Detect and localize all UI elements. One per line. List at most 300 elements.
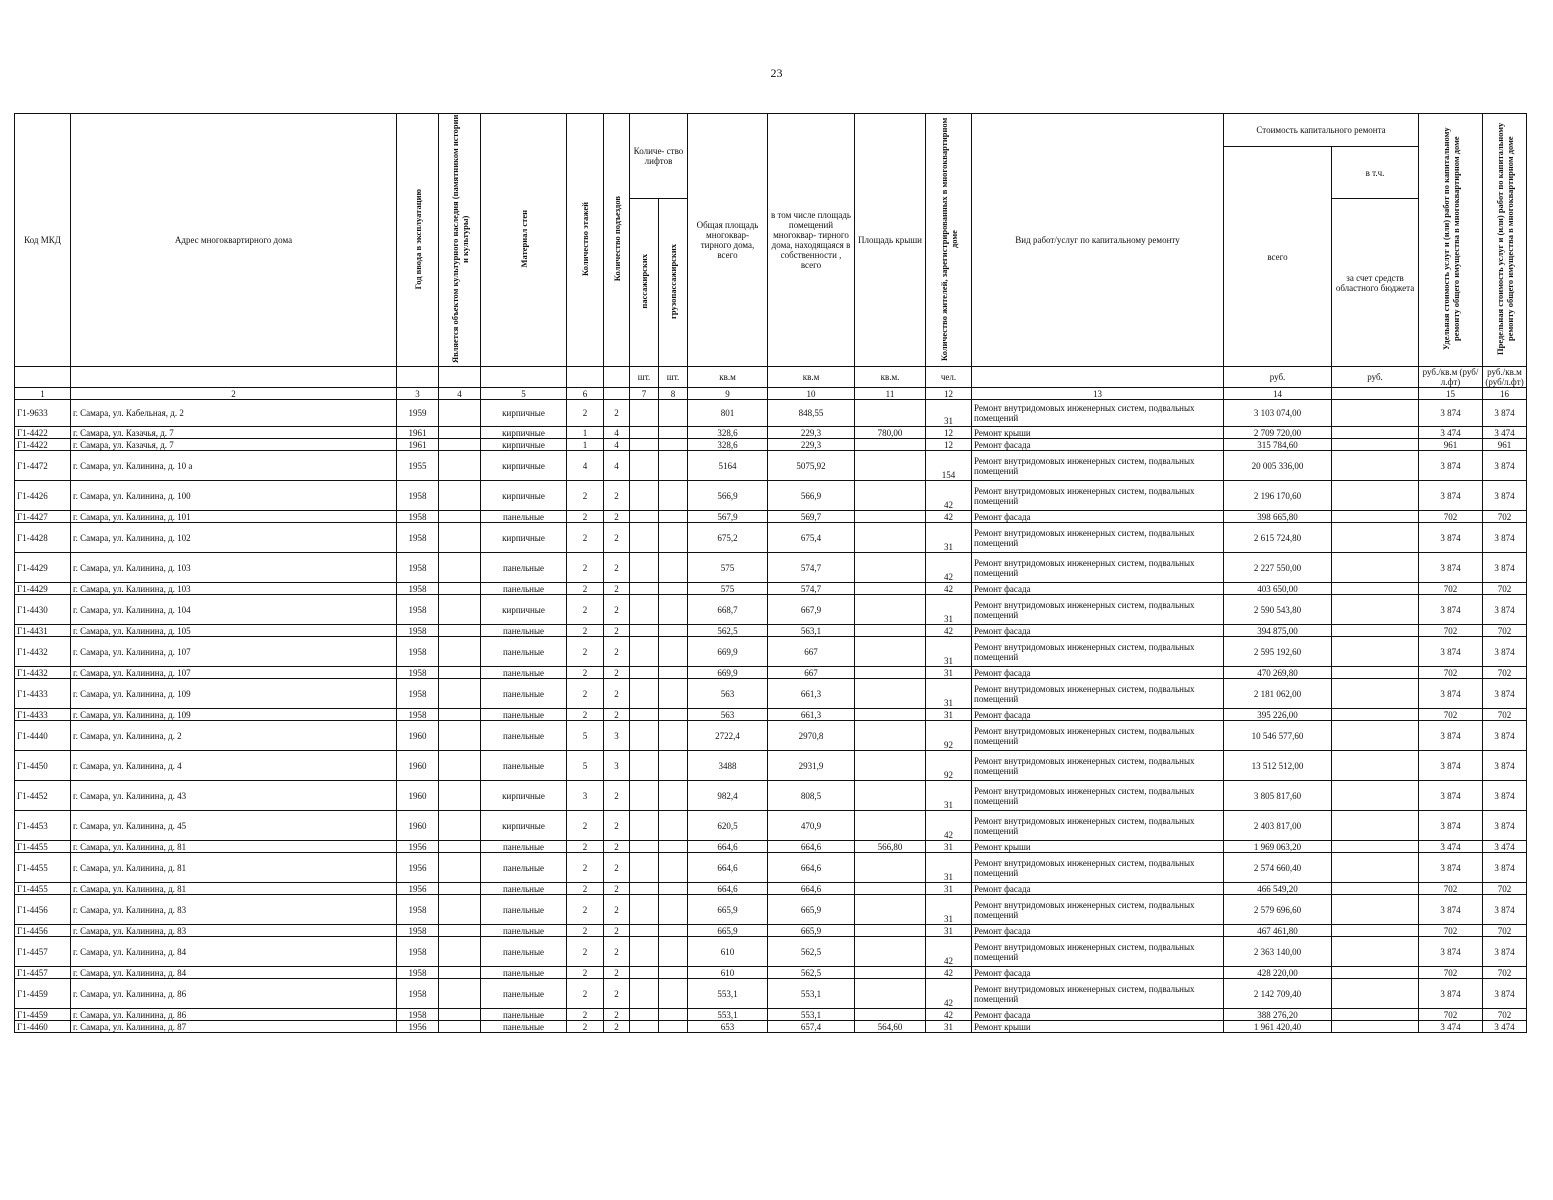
column-number: 2 (71, 388, 397, 400)
heritage-cell (439, 925, 481, 937)
table-row (15, 883, 1527, 895)
entrances-cell: 2 (604, 595, 630, 625)
private-area-cell: 553,1 (768, 1009, 855, 1021)
floors-cell: 4 (567, 451, 604, 481)
address-cell: г. Самара, ул. Калинина, д. 87 (71, 1021, 397, 1033)
cost-total-cell: 2 709 720,00 (1224, 427, 1332, 439)
header-cost-budget: за счет средств областного бюджета (1332, 199, 1419, 367)
year-cell: 1958 (397, 511, 439, 523)
residents-cell: 31 (926, 841, 972, 853)
roof-area-cell (855, 1009, 926, 1021)
lifts-cargo-cell (659, 781, 688, 811)
private-area-cell: 553,1 (768, 979, 855, 1009)
header-residents: Количество жителей, зарегистрированных в многоквартирном доме (938, 117, 959, 361)
residents-cell: 31 (926, 679, 972, 709)
floors-cell: 2 (567, 637, 604, 667)
lifts-passenger-cell (630, 937, 659, 967)
total-area-cell: 982,4 (688, 781, 768, 811)
cost-budget-cell (1332, 481, 1419, 511)
roof-area-cell (855, 637, 926, 667)
work-type-cell: Ремонт внутридомовых инженерных систем, подвальных помещений (972, 811, 1224, 841)
total-area-cell: 664,6 (688, 883, 768, 895)
floors-cell: 3 (567, 781, 604, 811)
year-cell: 1960 (397, 751, 439, 781)
cost-budget-cell (1332, 400, 1419, 427)
year-cell: 1961 (397, 439, 439, 451)
total-area-cell: 669,9 (688, 637, 768, 667)
private-area-cell: 574,7 (768, 553, 855, 583)
lifts-passenger-cell (630, 1009, 659, 1021)
total-area-cell: 575 (688, 553, 768, 583)
cost-total-cell: 394 875,00 (1224, 625, 1332, 637)
work-type-cell: Ремонт внутридомовых инженерных систем, подвальных помещений (972, 853, 1224, 883)
cost-budget-cell (1332, 511, 1419, 523)
residents-cell: 31 (926, 925, 972, 937)
limit-cost-cell: 702 (1483, 883, 1527, 895)
private-area-cell: 665,9 (768, 925, 855, 937)
table-row (15, 721, 1527, 751)
entrances-cell: 2 (604, 895, 630, 925)
floors-cell: 2 (567, 709, 604, 721)
roof-area-cell (855, 625, 926, 637)
work-type-cell: Ремонт крыши (972, 427, 1224, 439)
column-numbers-row (15, 388, 1527, 400)
heritage-cell (439, 625, 481, 637)
floors-cell: 5 (567, 751, 604, 781)
private-area-cell: 566,9 (768, 481, 855, 511)
cost-total-cell: 2 579 696,60 (1224, 895, 1332, 925)
table-row (15, 523, 1527, 553)
year-cell: 1958 (397, 895, 439, 925)
header-area-private: в том числе площадь помещений многоквар- тирного дома, находящаяся в собственности , всего (768, 114, 855, 367)
entrances-cell: 2 (604, 1009, 630, 1021)
limit-cost-cell: 702 (1483, 667, 1527, 679)
table-row (15, 781, 1527, 811)
cost-total-cell: 2 595 192,60 (1224, 637, 1332, 667)
address-cell: г. Самара, ул. Калинина, д. 84 (71, 937, 397, 967)
work-type-cell: Ремонт внутридомовых инженерных систем, подвальных помещений (972, 721, 1224, 751)
header-material: Материал стен (518, 210, 529, 268)
table-row (15, 481, 1527, 511)
residents-cell: 42 (926, 553, 972, 583)
column-number: 9 (688, 388, 768, 400)
lifts-cargo-cell (659, 883, 688, 895)
cost-budget-cell (1332, 679, 1419, 709)
floors-cell: 2 (567, 883, 604, 895)
floors-cell: 2 (567, 937, 604, 967)
unit-people: чел. (926, 367, 972, 388)
work-type-cell: Ремонт внутридомовых инженерных систем, подвальных помещений (972, 481, 1224, 511)
residents-cell: 31 (926, 1021, 972, 1033)
entrances-cell: 2 (604, 625, 630, 637)
work-type-cell: Ремонт фасада (972, 925, 1224, 937)
header-lifts-cargo: грузопассажирских (668, 244, 678, 319)
lifts-passenger-cell (630, 967, 659, 979)
entrances-cell: 2 (604, 853, 630, 883)
unit-sqm: кв.м (688, 367, 768, 388)
table-row (15, 667, 1527, 679)
work-type-cell: Ремонт внутридомовых инженерных систем, подвальных помещений (972, 451, 1224, 481)
code-cell: Г1-4459 (15, 1009, 71, 1021)
entrances-cell: 3 (604, 751, 630, 781)
lifts-passenger-cell (630, 751, 659, 781)
roof-area-cell (855, 583, 926, 595)
roof-area-cell (855, 979, 926, 1009)
code-cell: Г1-4456 (15, 925, 71, 937)
unit-cost-cell: 702 (1419, 883, 1483, 895)
cost-budget-cell (1332, 583, 1419, 595)
unit-cost-cell: 3 874 (1419, 637, 1483, 667)
work-type-cell: Ремонт фасада (972, 439, 1224, 451)
roof-area-cell (855, 511, 926, 523)
unit-sqm: кв.м. (855, 367, 926, 388)
heritage-cell (439, 427, 481, 439)
limit-cost-cell: 702 (1483, 625, 1527, 637)
floors-cell: 2 (567, 583, 604, 595)
total-area-cell: 3488 (688, 751, 768, 781)
unit-cost-cell: 702 (1419, 583, 1483, 595)
private-area-cell: 2931,9 (768, 751, 855, 781)
private-area-cell: 229,3 (768, 439, 855, 451)
cost-budget-cell (1332, 925, 1419, 937)
cost-budget-cell (1332, 667, 1419, 679)
private-area-cell: 562,5 (768, 967, 855, 979)
lifts-passenger-cell (630, 553, 659, 583)
limit-cost-cell: 3 874 (1483, 895, 1527, 925)
entrances-cell: 2 (604, 979, 630, 1009)
unit-cost-cell: 702 (1419, 625, 1483, 637)
lifts-cargo-cell (659, 979, 688, 1009)
address-cell: г. Самара, ул. Калинина, д. 10 а (71, 451, 397, 481)
cost-total-cell: 470 269,80 (1224, 667, 1332, 679)
private-area-cell: 470,9 (768, 811, 855, 841)
work-type-cell: Ремонт фасада (972, 667, 1224, 679)
table-row (15, 853, 1527, 883)
work-type-cell: Ремонт крыши (972, 1021, 1224, 1033)
material-cell: панельные (481, 511, 567, 523)
code-cell: Г1-4427 (15, 511, 71, 523)
entrances-cell: 2 (604, 781, 630, 811)
lifts-cargo-cell (659, 853, 688, 883)
unit-cost-cell: 702 (1419, 709, 1483, 721)
heritage-cell (439, 637, 481, 667)
lifts-passenger-cell (630, 853, 659, 883)
floors-cell: 5 (567, 721, 604, 751)
address-cell: г. Самара, ул. Калинина, д. 84 (71, 967, 397, 979)
material-cell: кирпичные (481, 427, 567, 439)
private-area-cell: 229,3 (768, 427, 855, 439)
cost-total-cell: 2 142 709,40 (1224, 979, 1332, 1009)
address-cell: г. Самара, ул. Калинина, д. 45 (71, 811, 397, 841)
address-cell: г. Самара, ул. Калинина, д. 81 (71, 841, 397, 853)
floors-cell: 2 (567, 400, 604, 427)
entrances-cell: 2 (604, 523, 630, 553)
address-cell: г. Самара, ул. Казачья, д. 7 (71, 439, 397, 451)
cost-budget-cell (1332, 637, 1419, 667)
material-cell: панельные (481, 751, 567, 781)
unit-cost-cell: 702 (1419, 511, 1483, 523)
heritage-cell (439, 583, 481, 595)
heritage-cell (439, 451, 481, 481)
address-cell: г. Самара, ул. Калинина, д. 83 (71, 895, 397, 925)
lifts-cargo-cell (659, 523, 688, 553)
residents-cell: 42 (926, 1009, 972, 1021)
entrances-cell: 2 (604, 511, 630, 523)
private-area-cell: 667 (768, 667, 855, 679)
year-cell: 1958 (397, 979, 439, 1009)
roof-area-cell (855, 937, 926, 967)
material-cell: панельные (481, 625, 567, 637)
header-lifts: Количе- ство лифтов (630, 114, 688, 199)
year-cell: 1956 (397, 841, 439, 853)
lifts-passenger-cell (630, 679, 659, 709)
residents-cell: 12 (926, 427, 972, 439)
cost-total-cell: 315 784,60 (1224, 439, 1332, 451)
lifts-cargo-cell (659, 553, 688, 583)
lifts-cargo-cell (659, 400, 688, 427)
work-type-cell: Ремонт внутридомовых инженерных систем, подвальных помещений (972, 895, 1224, 925)
work-type-cell: Ремонт фасада (972, 883, 1224, 895)
year-cell: 1959 (397, 400, 439, 427)
limit-cost-cell: 702 (1483, 511, 1527, 523)
work-type-cell: Ремонт крыши (972, 841, 1224, 853)
address-cell: г. Самара, ул. Калинина, д. 2 (71, 721, 397, 751)
code-cell: Г1-4452 (15, 781, 71, 811)
material-cell: кирпичные (481, 811, 567, 841)
floors-cell: 2 (567, 811, 604, 841)
total-area-cell: 653 (688, 1021, 768, 1033)
lifts-cargo-cell (659, 1009, 688, 1021)
code-cell: Г1-4429 (15, 553, 71, 583)
heritage-cell (439, 709, 481, 721)
material-cell: кирпичные (481, 400, 567, 427)
entrances-cell: 2 (604, 967, 630, 979)
roof-area-cell (855, 811, 926, 841)
floors-cell: 2 (567, 625, 604, 637)
table-row (15, 709, 1527, 721)
material-cell: кирпичные (481, 451, 567, 481)
cost-total-cell: 2 403 817,00 (1224, 811, 1332, 841)
entrances-cell: 2 (604, 583, 630, 595)
address-cell: г. Самара, ул. Калинина, д. 86 (71, 1009, 397, 1021)
limit-cost-cell: 3 874 (1483, 637, 1527, 667)
table-row (15, 841, 1527, 853)
code-cell: Г1-9633 (15, 400, 71, 427)
header-code: Код МКД (15, 114, 71, 367)
unit-rub: руб. (1332, 367, 1419, 388)
lifts-passenger-cell (630, 781, 659, 811)
roof-area-cell (855, 925, 926, 937)
work-type-cell: Ремонт фасада (972, 625, 1224, 637)
roof-area-cell (855, 451, 926, 481)
table-row (15, 751, 1527, 781)
code-cell: Г1-4450 (15, 751, 71, 781)
year-cell: 1958 (397, 667, 439, 679)
work-type-cell: Ремонт фасада (972, 1009, 1224, 1021)
heritage-cell (439, 400, 481, 427)
year-cell: 1956 (397, 853, 439, 883)
header-cost-group: Стоимость капитального ремонта (1224, 114, 1419, 147)
cost-budget-cell (1332, 751, 1419, 781)
cost-total-cell: 388 276,20 (1224, 1009, 1332, 1021)
roof-area-cell (855, 853, 926, 883)
lifts-cargo-cell (659, 841, 688, 853)
header-cost-incl: в т.ч. (1332, 147, 1419, 199)
private-area-cell: 664,6 (768, 841, 855, 853)
lifts-passenger-cell (630, 439, 659, 451)
lifts-passenger-cell (630, 583, 659, 595)
entrances-cell: 2 (604, 925, 630, 937)
entrances-cell: 2 (604, 667, 630, 679)
total-area-cell: 553,1 (688, 979, 768, 1009)
residents-cell: 31 (926, 895, 972, 925)
lifts-passenger-cell (630, 481, 659, 511)
year-cell: 1958 (397, 523, 439, 553)
work-type-cell: Ремонт внутридомовых инженерных систем, подвальных помещений (972, 400, 1224, 427)
heritage-cell (439, 967, 481, 979)
limit-cost-cell: 3 474 (1483, 841, 1527, 853)
address-cell: г. Самара, ул. Калинина, д. 43 (71, 781, 397, 811)
work-type-cell: Ремонт внутридомовых инженерных систем, подвальных помещений (972, 637, 1224, 667)
limit-cost-cell: 3 474 (1483, 427, 1527, 439)
unit-cost-cell: 3 874 (1419, 895, 1483, 925)
work-type-cell: Ремонт фасада (972, 709, 1224, 721)
total-area-cell: 801 (688, 400, 768, 427)
work-type-cell: Ремонт внутридомовых инженерных систем, подвальных помещений (972, 751, 1224, 781)
cost-total-cell: 466 549,20 (1224, 883, 1332, 895)
heritage-cell (439, 511, 481, 523)
material-cell: кирпичные (481, 595, 567, 625)
limit-cost-cell: 3 874 (1483, 451, 1527, 481)
floors-cell: 1 (567, 439, 604, 451)
table-row (15, 439, 1527, 451)
limit-cost-cell: 3 874 (1483, 679, 1527, 709)
cost-total-cell: 2 363 140,00 (1224, 937, 1332, 967)
residents-cell: 42 (926, 811, 972, 841)
limit-cost-cell: 702 (1483, 583, 1527, 595)
heritage-cell (439, 853, 481, 883)
material-cell: панельные (481, 979, 567, 1009)
roof-area-cell: 780,00 (855, 427, 926, 439)
lifts-cargo-cell (659, 925, 688, 937)
residents-cell: 31 (926, 883, 972, 895)
column-number: 3 (397, 388, 439, 400)
roof-area-cell (855, 721, 926, 751)
table-row (15, 1009, 1527, 1021)
unit-rate: руб./кв.м (руб/л.фт) (1483, 367, 1527, 388)
table-row (15, 1021, 1527, 1033)
work-type-cell: Ремонт внутридомовых инженерных систем, подвальных помещений (972, 523, 1224, 553)
heritage-cell (439, 667, 481, 679)
material-cell: панельные (481, 895, 567, 925)
work-type-cell: Ремонт внутридомовых инженерных систем, подвальных помещений (972, 781, 1224, 811)
address-cell: г. Самара, ул. Калинина, д. 109 (71, 709, 397, 721)
roof-area-cell (855, 895, 926, 925)
unit-pcs: шт. (630, 367, 659, 388)
limit-cost-cell: 3 874 (1483, 853, 1527, 883)
total-area-cell: 664,6 (688, 841, 768, 853)
units-row (15, 367, 1527, 388)
code-cell: Г1-4431 (15, 625, 71, 637)
year-cell: 1958 (397, 595, 439, 625)
roof-area-cell (855, 883, 926, 895)
cost-budget-cell (1332, 853, 1419, 883)
table-row (15, 625, 1527, 637)
cost-budget-cell (1332, 595, 1419, 625)
total-area-cell: 2722,4 (688, 721, 768, 751)
heritage-cell (439, 721, 481, 751)
cost-budget-cell (1332, 1009, 1419, 1021)
year-cell: 1958 (397, 679, 439, 709)
table-row (15, 511, 1527, 523)
residents-cell: 31 (926, 781, 972, 811)
limit-cost-cell: 3 874 (1483, 811, 1527, 841)
header-lifts-passenger: пассажирских (639, 254, 649, 309)
entrances-cell: 2 (604, 709, 630, 721)
code-cell: Г1-4432 (15, 637, 71, 667)
header-roof-area: Площадь крыши (855, 114, 926, 367)
table-row (15, 583, 1527, 595)
total-area-cell: 665,9 (688, 895, 768, 925)
roof-area-cell (855, 400, 926, 427)
entrances-cell: 2 (604, 400, 630, 427)
residents-cell: 42 (926, 625, 972, 637)
lifts-passenger-cell (630, 667, 659, 679)
private-area-cell: 569,7 (768, 511, 855, 523)
unit-cost-cell: 3 874 (1419, 679, 1483, 709)
entrances-cell: 4 (604, 427, 630, 439)
year-cell: 1958 (397, 937, 439, 967)
residents-cell: 31 (926, 523, 972, 553)
work-type-cell: Ремонт внутридомовых инженерных систем, подвальных помещений (972, 979, 1224, 1009)
lifts-cargo-cell (659, 667, 688, 679)
address-cell: г. Самара, ул. Калинина, д. 4 (71, 751, 397, 781)
material-cell: панельные (481, 937, 567, 967)
unit-cost-cell: 3 874 (1419, 451, 1483, 481)
material-cell: панельные (481, 667, 567, 679)
header-heritage: Является объектом культурного наследия (памятником истории и культуры) (449, 114, 470, 364)
limit-cost-cell: 3 874 (1483, 979, 1527, 1009)
column-number: 15 (1419, 388, 1483, 400)
lifts-cargo-cell (659, 709, 688, 721)
total-area-cell: 610 (688, 967, 768, 979)
address-cell: г. Самара, ул. Калинина, д. 81 (71, 853, 397, 883)
floors-cell: 2 (567, 667, 604, 679)
private-area-cell: 667,9 (768, 595, 855, 625)
table-row (15, 895, 1527, 925)
code-cell: Г1-4455 (15, 883, 71, 895)
cost-budget-cell (1332, 451, 1419, 481)
capital-repair-table (14, 113, 1527, 1033)
column-number: 10 (768, 388, 855, 400)
total-area-cell: 328,6 (688, 439, 768, 451)
header-area-total: Общая площадь многоквар- тирного дома, всего (688, 114, 768, 367)
lifts-passenger-cell (630, 979, 659, 1009)
work-type-cell: Ремонт внутридомовых инженерных систем, подвальных помещений (972, 553, 1224, 583)
header-floors: Количество этажей (580, 202, 590, 276)
roof-area-cell (855, 781, 926, 811)
private-area-cell: 664,6 (768, 883, 855, 895)
entrances-cell: 2 (604, 679, 630, 709)
private-area-cell: 664,6 (768, 853, 855, 883)
residents-cell: 31 (926, 637, 972, 667)
limit-cost-cell: 3 874 (1483, 523, 1527, 553)
residents-cell: 31 (926, 709, 972, 721)
unit-cost-cell: 702 (1419, 1009, 1483, 1021)
unit-cost-cell: 3 874 (1419, 523, 1483, 553)
address-cell: г. Самара, ул. Калинина, д. 81 (71, 883, 397, 895)
residents-cell: 42 (926, 511, 972, 523)
